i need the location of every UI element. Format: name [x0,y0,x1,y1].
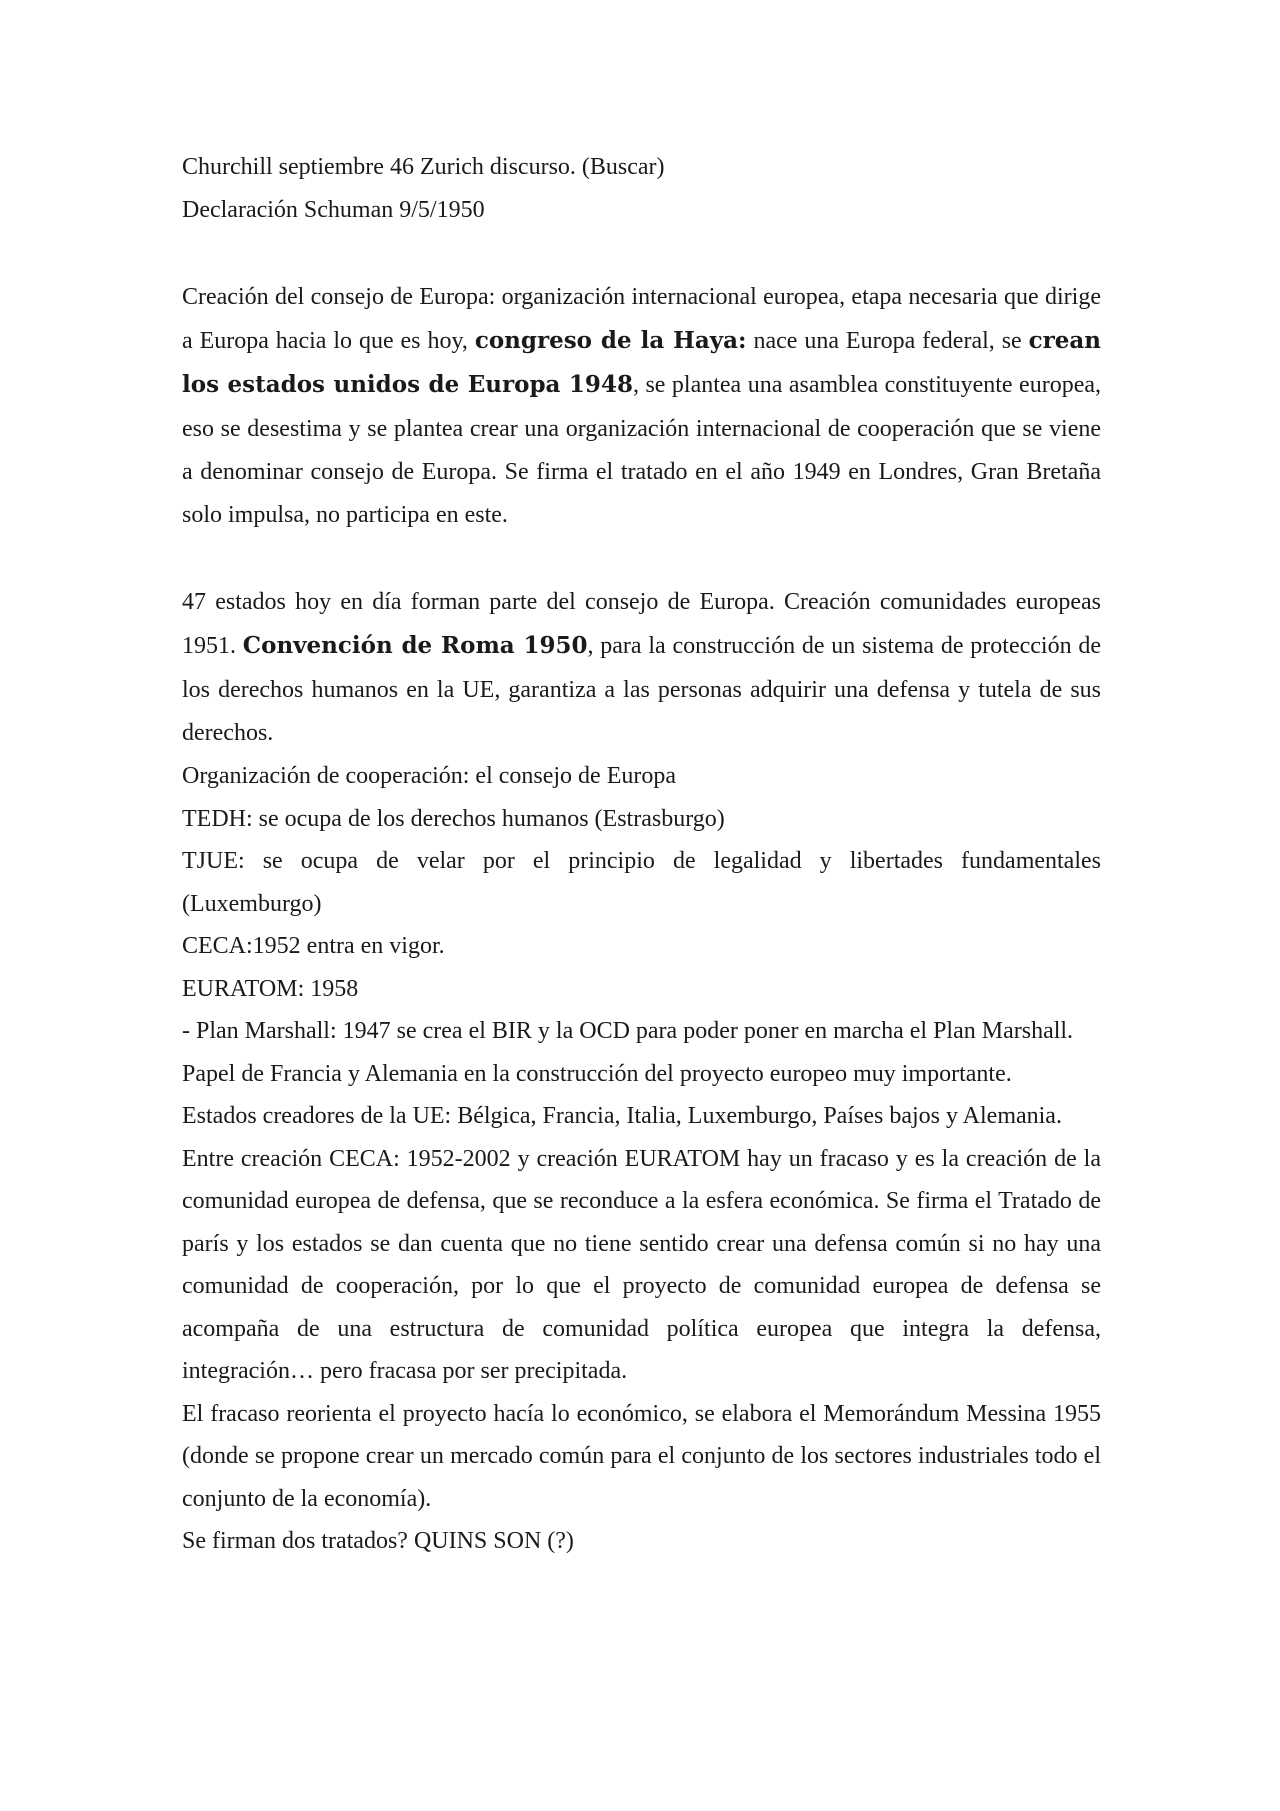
document-page [182,146,1101,1563]
line-schuman: Declaración Schuman 9/5/1950 [182,197,485,224]
line-churchill: Churchill septiembre 46 Zurich discurso. (Buscar) [182,154,665,180]
bold-convencion-roma: Convención de Roma 1950 [242,632,588,660]
line-organizacion: Organización de cooperación: el consejo de Europa [182,763,677,790]
line-tedh: TEDH: se ocupa de los derechos humanos (Estrasburgo) [182,805,725,832]
paragraph-text: Creación del consejo de Europa: organización internacional europea, etapa necesaria que dirige a Europa hacia lo que es hoy, [182,283,1101,355]
bold-estados-unidos: crean los estados unidos de Europa 1948 [182,327,1101,399]
line-euratom: EURATOM: 1958 [182,975,359,1002]
line-estados-creadores: Estados creadores de la UE: Bélgica, Francia, Italia, Luxemburgo, Países bajos y Alemania. [182,1103,1062,1130]
line-tjue: TJUE: se ocupa de velar por el principio de legalidad y libertades fundamentales (Luxemburgo) [182,848,1101,917]
paragraph-consejo-europa [182,276,1101,538]
paragraph-entre-ceca: Entre creación CECA: 1952-2002 y creación EURATOM hay un fracaso y es la creación de la comunidad europea de defensa, que se reconduce a la esfera económica. Se firma el Tratado de parís y los estados se dan cuenta que no tiene sentido crear una defensa común si no hay una comunidad de cooperación, por lo que el proyecto de comunidad europea de defensa se acompaña de una estructura de comunidad política europea que integra la defensa, integración… pero fracasa por ser precipitada. [182,1145,1101,1385]
paragraph-47-estados [182,581,1101,755]
blank-line [182,538,1101,581]
line-plan-marshall: - Plan Marshall: 1947 se crea el BIR y la OCD para poder poner en marcha el Plan Marshall. [182,1018,1074,1045]
blank-line [182,233,1101,276]
paragraph-text: 47 estados hoy en día forman parte del consejo de Europa. Creación comunidades europeas 1951. [182,588,1101,660]
line-ceca: CECA:1952 entra en vigor. [182,933,445,960]
paragraph-text: , para la construcción de un sistema de protección de los derechos humanos en la UE, garantiza a las personas adquirir una defensa y tutela de sus derechos. [182,633,1101,746]
line-tratados: Se firman dos tratados? QUINS SON (?) [182,1528,574,1555]
bold-congreso-haya: congreso de la Haya: [474,327,747,355]
paragraph-text: , se plantea una asamblea constituyente europea, eso se desestima y se plantea crear una organización internacional de cooperación que se viene a denominar consejo de Europa. Se firma el tratado en el año 1949 en Londres, Gran Bretaña solo impulsa, no participa en este. [182,372,1101,529]
line-papel-francia: Papel de Francia y Alemania en la construcción del proyecto europeo muy importante. [182,1060,1012,1087]
paragraph-fracaso: El fracaso reorienta el proyecto hacía lo económico, se elabora el Memorándum Messina 1955 (donde se propone crear un mercado común para el conjunto de los sectores industriales todo el conjunto de la economía). [182,1400,1101,1512]
paragraph-text: nace una Europa federal, se [746,328,1029,355]
